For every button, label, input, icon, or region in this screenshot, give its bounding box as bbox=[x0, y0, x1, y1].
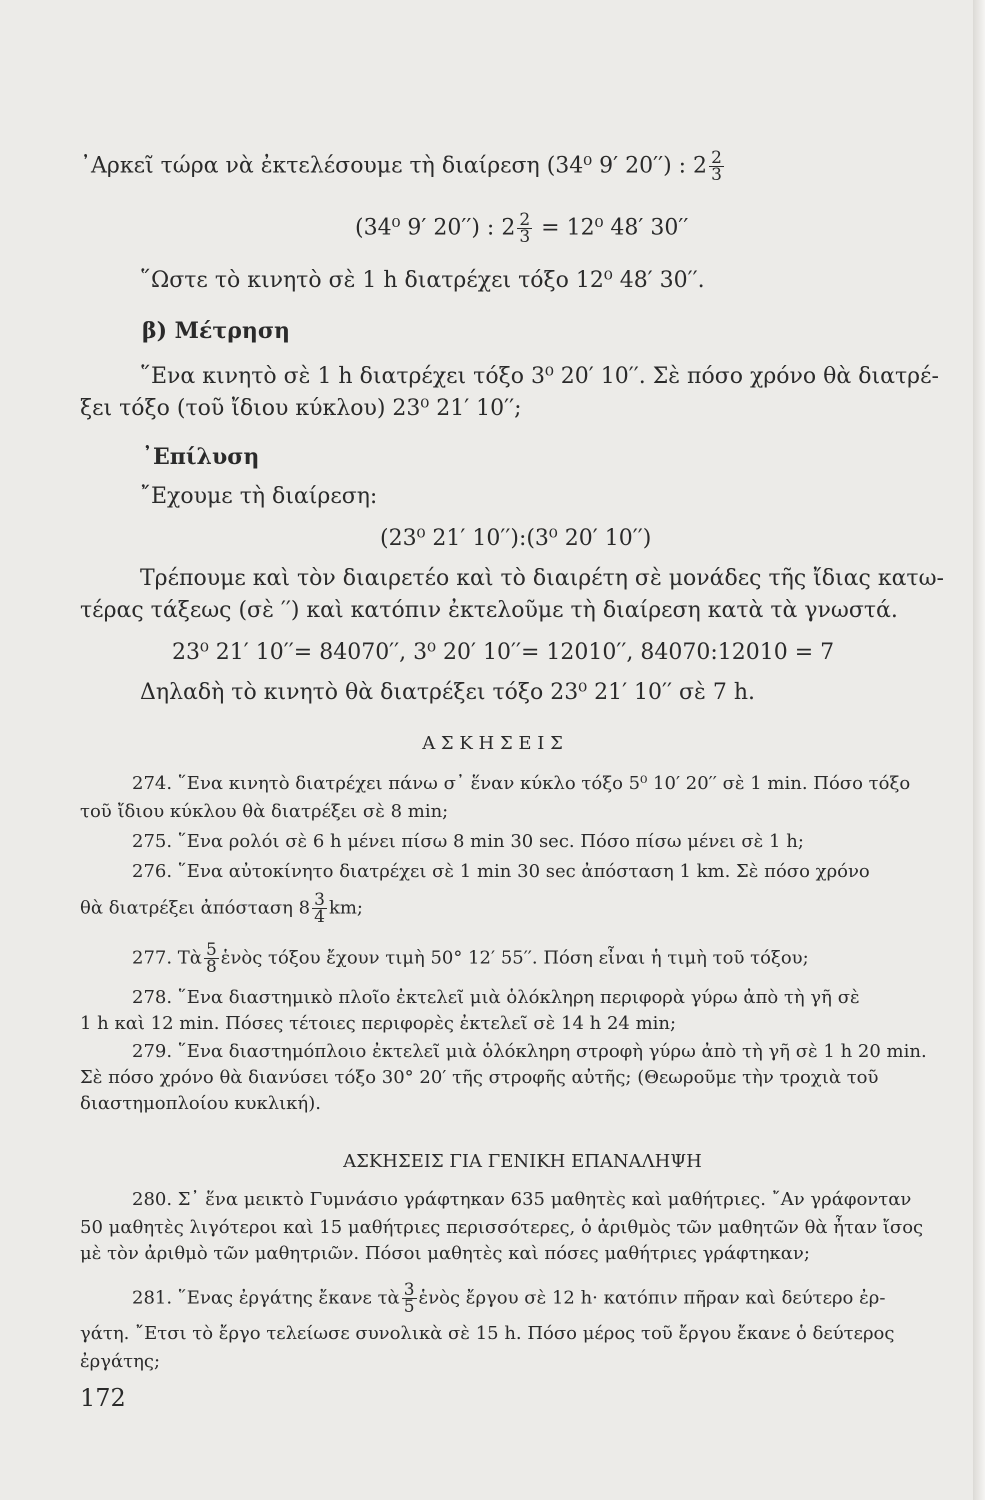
solution-heading: ᾿Επίλυση bbox=[142, 444, 260, 470]
exercise-278-cont: 1 h καὶ 12 min. Πόσες τέτοιες περιφορὲς ἐκτελεῖ σὲ 14 h 24 min; bbox=[80, 1013, 677, 1034]
exercise-274-cont: τοῦ ἴδιου κύκλου θὰ διατρέξει σὲ 8 min; bbox=[80, 801, 449, 822]
section-heading: β) Μέτρηση bbox=[142, 318, 291, 344]
paragraph-line: Τρέπουμε καὶ τὸν διαιρετέο καὶ τὸ διαιρέτη σὲ μονάδες τῆς ἴδιας κατω- bbox=[140, 566, 944, 591]
exercise-280-cont: μὲ τὸν ἀριθμὸ τῶν μαθητριῶν. Πόσοι μαθητὲς καὶ πόσες μαθήτριες γράφτηκαν; bbox=[80, 1243, 810, 1264]
exercise-274: 274. ῞Ενα κινητὸ διατρέχει πάνω σ᾿ ἕναν κύκλο τόξο 5⁰ 10′ 20′′ σὲ 1 min. Πόσο τόξο bbox=[132, 773, 911, 794]
fraction: $\frac{3}{4}$ bbox=[314, 890, 325, 927]
fraction: $\frac{2}{3}$ bbox=[519, 210, 531, 247]
exercises-title: Α Σ Κ Η Σ Ε Ι Σ bbox=[422, 733, 563, 754]
exercise-280: 280. Σ᾿ ἕνα μεικτὸ Γυμνάσιο γράφτηκαν 635 μαθητὲς καὶ μαθήτριες. ῎Αν γράφονταν bbox=[132, 1189, 912, 1210]
conclusion: ῞Ωστε τὸ κινητὸ σὲ 1 h διατρέχει τόξο 12⁰ 48′ 30′′. bbox=[140, 268, 705, 293]
page-number: 172 bbox=[80, 1384, 126, 1412]
paragraph-line: τέρας τάξεως (σὲ ′′) καὶ κατόπιν ἐκτελοῦμε τὴ διαίρεση κατὰ τὰ γνωστά. bbox=[80, 598, 898, 623]
paragraph-line: ῎Εχουμε τὴ διαίρεση: bbox=[140, 484, 378, 509]
fraction: $\frac{3}{5}$ bbox=[403, 1280, 415, 1317]
review-title: ΑΣΚΗΣΕΙΣ ΓΙΑ ΓΕΝΙΚΗ ΕΠΑΝΑΛΗΨΗ bbox=[343, 1151, 702, 1172]
exercise-275: 275. ῞Ενα ρολόι σὲ 6 h μένει πίσω 8 min 30 sec. Πόσο πίσω μένει σὲ 1 h; bbox=[132, 831, 804, 852]
paragraph-line: ῞Ενα κινητὸ σὲ 1 h διατρέχει τόξο 3⁰ 20′ 10′′. Σὲ πόσο χρόνο θὰ διατρέ- bbox=[140, 364, 939, 389]
exercise-279-cont: Σὲ πόσο χρόνο θὰ διανύσει τόξο 30° 20′ τῆς στροφῆς αὐτῆς; (Θεωροῦμε τὴν τροχιὰ τοῦ bbox=[80, 1067, 879, 1088]
result: Δηλαδὴ τὸ κινητὸ θὰ διατρέξει τόξο 23⁰ 21′ 10′′ σὲ 7 h. bbox=[140, 680, 756, 705]
exercise-281-cont: ἐργάτης; bbox=[80, 1351, 161, 1372]
equation: (34⁰ 9′ 20′′) : 2 $\frac{2}{3}$ = 12⁰ 48′ 30′′ bbox=[355, 210, 689, 247]
exercise-281-cont: γάτη. ῎Ετσι τὸ ἔργο τελείωσε συνολικὰ σὲ 15 h. Πόσο μέρος τοῦ ἔργου ἔκανε ὁ δεύτερος bbox=[80, 1323, 895, 1344]
exercise-277: 277. Τὰ $\frac{5}{8}$ ἑνὸς τόξου ἔχουν τιμὴ 50° 12′ 55′′. Πόση εἶναι ἡ τιμὴ τοῦ τόξου; bbox=[132, 940, 809, 977]
exercise-279: 279. ῞Ενα διαστημόπλοιο ἐκτελεῖ μιὰ ὁλόκληρη στροφὴ γύρω ἀπὸ τὴ γῆ σὲ 1 h 20 min. bbox=[132, 1041, 927, 1062]
exercise-278: 278. ῞Ενα διαστημικὸ πλοῖο ἐκτελεῖ μιὰ ὁλόκληρη περιφορὰ γύρω ἀπὸ τὴ γῆ σὲ bbox=[132, 987, 860, 1008]
fraction: $\frac{2}{3}$ bbox=[711, 148, 722, 185]
fraction: $\frac{5}{8}$ bbox=[205, 940, 217, 977]
exercise-276: 276. ῞Ενα αὐτοκίνητο διατρέχει σὲ 1 min 30 sec ἀπόσταση 1 km. Σὲ πόσο χρόνο bbox=[132, 861, 870, 882]
paragraph-line: ξει τόξο (τοῦ ἴδιου κύκλου) 23⁰ 21′ 10′′; bbox=[80, 396, 522, 421]
exercise-280-cont: 50 μαθητὲς λιγότεροι καὶ 15 μαθήτριες περισσότερες, ὁ ἀριθμὸς τῶν μαθητῶν θὰ ἦταν ἴσος bbox=[80, 1217, 924, 1238]
exercise-276-cont: θὰ διατρέξει ἀπόσταση 8 $\frac{3}{4}$ km; bbox=[80, 890, 363, 927]
exercise-279-cont: διαστημοπλοίου κυκλική). bbox=[80, 1093, 321, 1114]
exercise-281: 281. ῞Ενας ἐργάτης ἔκανε τὰ $\frac{3}{5}$ ἑνὸς ἔργου σὲ 12 h· κατόπιν πῆραν καὶ δεύτερο ἐρ- bbox=[132, 1280, 886, 1317]
calculation: 23⁰ 21′ 10′′= 84070′′, 3⁰ 20′ 10′′= 12010′′, 84070:12010 = 7 bbox=[172, 640, 835, 665]
intro-line: ᾿Αρκεῖ τώρα νὰ ἐκτελέσουμε τὴ διαίρεση (34⁰ 9′ 20′′) : 2 $\frac{2}{3}$ bbox=[80, 148, 722, 185]
division-expression: (23⁰ 21′ 10′′):(3⁰ 20′ 10′′) bbox=[380, 526, 652, 551]
